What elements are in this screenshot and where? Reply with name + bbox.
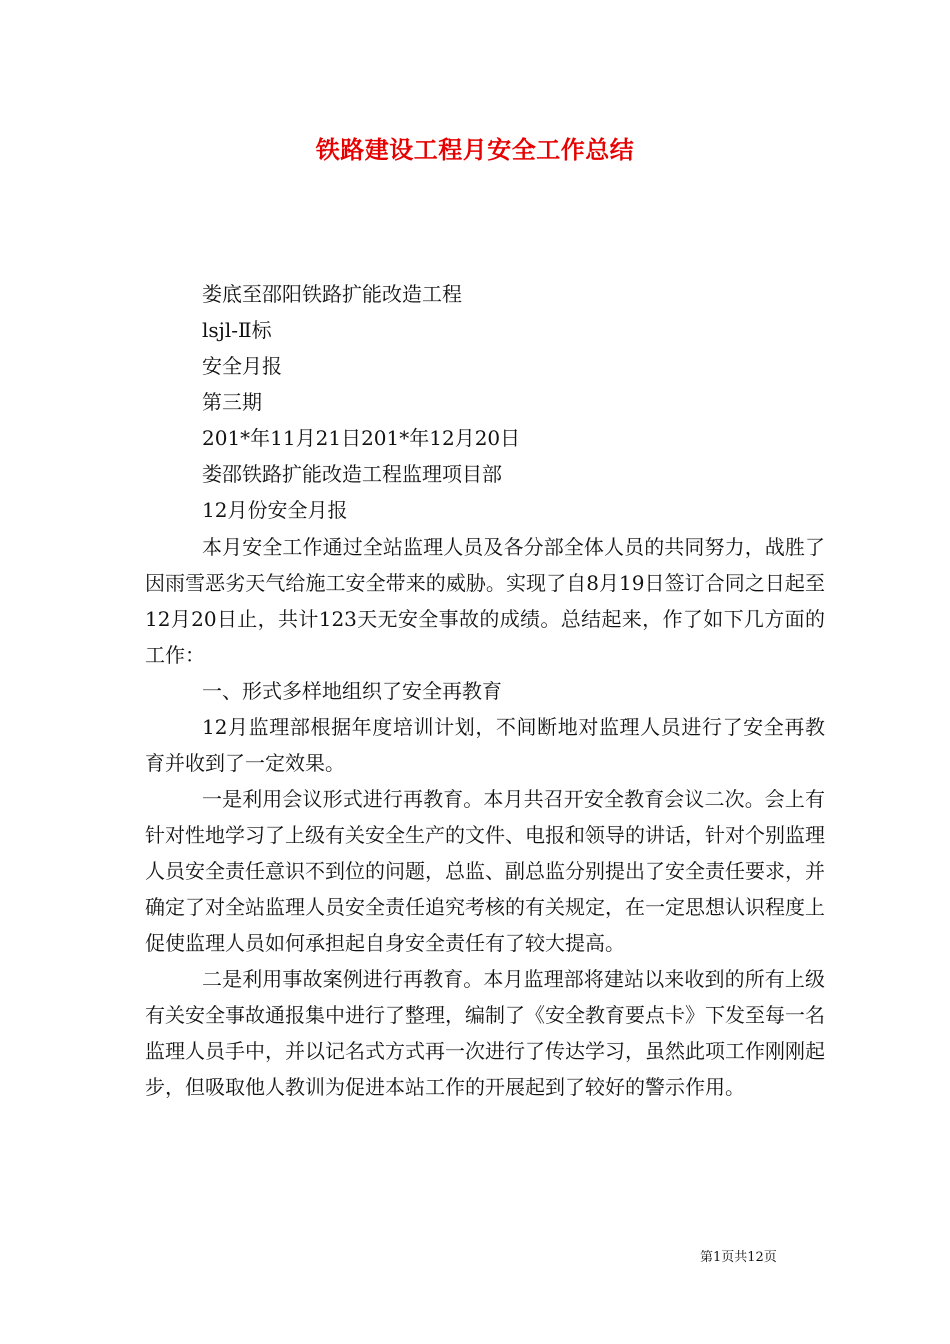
report-header-block (202, 276, 822, 528)
section-code-line: lsjl-Ⅱ标 (202, 318, 272, 342)
project-name-line: 娄底至邵阳铁路扩能改造工程 (202, 282, 462, 306)
section-heading-1: 一、形式多样地组织了安全再教育 (202, 679, 502, 703)
report-month-line: 12月份安全月报 (202, 498, 348, 522)
date-range-line: 201*年11月21日201*年12月20日 (202, 426, 521, 450)
document-title: 铁路建设工程月安全工作总结 (315, 135, 635, 164)
intro-paragraph: 本月安全工作通过全站监理人员及各分部全体人员的共同努力，战胜了因雨雪恶劣天气给施工安全带来的威胁。实现了自8月19日签订合同之日起至12月20日止，共计123天无安全事故的成绩。总结起来，作了如下几方面的工作： (145, 535, 825, 667)
issue-number-line: 第三期 (202, 390, 262, 414)
training-paragraph: 12月监理部根据年度培训计划，不间断地对监理人员进行了安全再教育并收到了一定效果。 (145, 715, 825, 775)
case-education-paragraph: 二是利用事故案例进行再教育。本月监理部将建站以来收到的所有上级有关安全事故通报集中进行了整理，编制了《安全教育要点卡》下发至每一名监理人员手中，并以记名式方式再一次进行了传达学习，虽然此项工作刚刚起步，但吸取他人教训为促进本站工作的开展起到了较好的警示作用。 (145, 967, 825, 1099)
meeting-education-paragraph: 一是利用会议形式进行再教育。本月共召开安全教育会议二次。会上有针对性地学习了上级有关安全生产的文件、电报和领导的讲话，针对个别监理人员安全责任意识不到位的问题，总监、副总监分别提出了安全责任要求，并确定了对全站监理人员安全责任追究考核的有关规定，在一定思想认识程度上促使监理人员如何承担起自身安全责任有了较大提高。 (145, 787, 825, 955)
report-type-line: 安全月报 (202, 354, 282, 378)
department-line: 娄邵铁路扩能改造工程监理项目部 (202, 462, 502, 486)
page-footer: 第1页共12页 (700, 1250, 777, 1265)
document-body (145, 529, 825, 1105)
